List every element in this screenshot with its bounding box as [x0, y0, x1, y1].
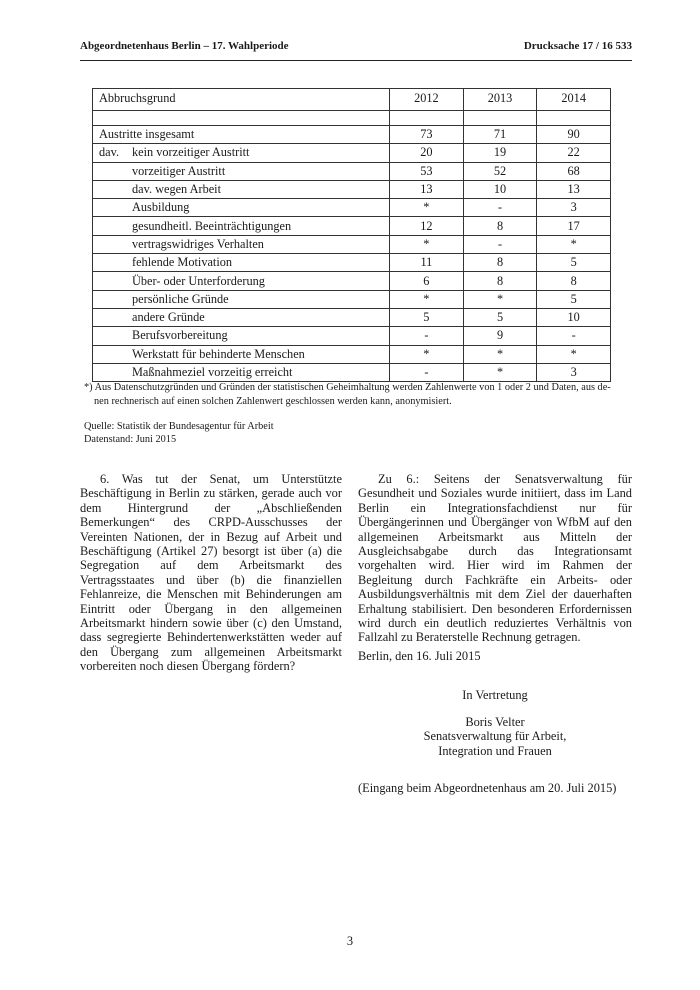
- value-cell: 13: [390, 180, 464, 198]
- header-document-number: Drucksache 17 / 16 533: [523, 40, 632, 52]
- table-spacer-row: [93, 111, 611, 126]
- reason-cell: [93, 162, 390, 180]
- reason-cell: [93, 217, 390, 235]
- place-date: Berlin, den 16. Juli 2015: [358, 649, 481, 663]
- signature-block: [395, 688, 595, 758]
- value-cell: *: [537, 345, 611, 363]
- table-row: [93, 126, 611, 144]
- reason-label: Ausbildung: [132, 200, 190, 215]
- value-cell: *: [390, 235, 464, 253]
- table-source: [84, 420, 274, 446]
- reason-cell: [93, 180, 390, 198]
- reason-label: Über- oder Unterforderung: [132, 273, 265, 288]
- answer-column: [358, 472, 632, 645]
- footnote-line: nen rechnerisch auf einen solchen Zahlenwert geschlossen werden kann, anonymisiert.: [94, 396, 452, 407]
- reason-label: vorzeitiger Austritt: [132, 163, 226, 178]
- reason-label: Werkstatt für behinderte Menschen: [132, 346, 305, 361]
- reason-label: Maßnahmeziel vorzeitig erreicht: [132, 365, 293, 379]
- reason-cell: [93, 235, 390, 253]
- reason-label: kein vorzeitiger Austritt: [132, 145, 250, 160]
- value-cell: 19: [463, 144, 537, 162]
- value-cell: *: [390, 199, 464, 217]
- table-row: [93, 162, 611, 180]
- page-number: 3: [346, 934, 354, 948]
- value-cell: 8: [537, 272, 611, 290]
- value-cell: 5: [390, 308, 464, 326]
- value-cell: 10: [537, 308, 611, 326]
- reason-label: persönliche Gründe: [132, 291, 229, 306]
- source-line: Datenstand: Juni 2015: [84, 434, 177, 445]
- value-cell: *: [463, 345, 537, 363]
- value-cell: 3: [537, 363, 611, 381]
- reason-cell: [93, 308, 390, 326]
- reason-cell: [93, 345, 390, 363]
- value-cell: *: [390, 290, 464, 308]
- value-cell: 73: [390, 126, 464, 144]
- reason-label: andere Gründe: [132, 310, 205, 325]
- value-cell: 68: [537, 162, 611, 180]
- table-row: [93, 272, 611, 290]
- reason-cell: [93, 327, 390, 345]
- table-body: [93, 126, 611, 382]
- value-cell: *: [537, 235, 611, 253]
- table-row: [93, 308, 611, 326]
- value-cell: 71: [463, 126, 537, 144]
- value-cell: 5: [463, 308, 537, 326]
- value-cell: 11: [390, 254, 464, 272]
- table-row: [93, 327, 611, 345]
- source-line: Quelle: Statistik der Bundesagentur für Arbeit: [84, 421, 274, 432]
- value-cell: 20: [390, 144, 464, 162]
- signatory-name: Boris Velter: [465, 714, 525, 729]
- value-cell: 52: [463, 162, 537, 180]
- table-row: [93, 199, 611, 217]
- table-header-cell: 2013: [463, 89, 537, 111]
- value-cell: 8: [463, 217, 537, 235]
- reason-cell: [93, 144, 390, 162]
- table-row: [93, 144, 611, 162]
- table-row: [93, 217, 611, 235]
- value-cell: 90: [537, 126, 611, 144]
- question-column: [80, 472, 342, 674]
- value-cell: 10: [463, 180, 537, 198]
- value-cell: -: [537, 327, 611, 345]
- header-left: Abgeordnetenhaus Berlin – 17. Wahlperiode: [80, 40, 289, 52]
- footnote-line: *) Aus Datenschutzgründen und Gründen der statistischen Geheimhaltung werden Zahlenwerte von 1 oder 2 und Daten, aus de-: [84, 382, 611, 393]
- value-cell: 12: [390, 217, 464, 235]
- receipt-note: (Eingang beim Abgeordnetenhaus am 20. Juli 2015): [358, 781, 617, 795]
- value-cell: -: [463, 199, 537, 217]
- table-row: [93, 345, 611, 363]
- value-cell: 22: [537, 144, 611, 162]
- value-cell: *: [463, 290, 537, 308]
- value-cell: -: [390, 327, 464, 345]
- reason-label: Berufsvorbereitung: [132, 328, 228, 343]
- reason-cell: [93, 199, 390, 217]
- table-row: [93, 235, 611, 253]
- table-header-cell: Abbruchsgrund: [93, 89, 390, 111]
- table-row: [93, 290, 611, 308]
- reason-cell: [93, 290, 390, 308]
- value-cell: -: [390, 363, 464, 381]
- table-footnote: [84, 381, 632, 409]
- answer-text: Zu 6.: Seitens der Senatsverwaltung für Gesundheit und Soziales wurde initiiert, dass im Land Berlin ein Integrationsfachdienst nur für Übergängerinnen und Übergänger von WfbM auf den allgemeinen Arbeitsmarkt aus Mitteln der Ausgleichsabgabe durch das Integrationsamt vorgehalten wird. Hier wird im Rahmen der Begleitung durch Fachkräfte ein Arbeits- oder Ausbildungsverhältnis mit dem Ziel der dauerhaften Erhaltung stabilisiert. Den besonderen Erfordernissen wird durch ein deutlich reduziertes Verhältnis von Fallzahl zu Beraterstelle Rechnung getragen.: [358, 472, 632, 645]
- value-cell: 8: [463, 272, 537, 290]
- table-header-cell: 2012: [390, 89, 464, 111]
- value-cell: -: [463, 235, 537, 253]
- value-cell: 9: [463, 327, 537, 345]
- reason-label: dav. wegen Arbeit: [132, 182, 222, 197]
- reason-prefix: dav.: [99, 145, 120, 160]
- signature-proxy: In Vertretung: [462, 688, 528, 702]
- reason-cell: [93, 272, 390, 290]
- table-header-row: [93, 89, 611, 111]
- value-cell: 5: [537, 254, 611, 272]
- reason-label: Austritte insgesamt: [99, 127, 195, 142]
- value-cell: 6: [390, 272, 464, 290]
- reason-cell: [93, 126, 390, 144]
- value-cell: 13: [537, 180, 611, 198]
- value-cell: *: [463, 363, 537, 381]
- table-row: [93, 363, 611, 381]
- value-cell: *: [390, 345, 464, 363]
- value-cell: 3: [537, 199, 611, 217]
- value-cell: 8: [463, 254, 537, 272]
- reason-label: gesundheitl. Beeinträchtigungen: [132, 218, 292, 233]
- termination-reasons-table: [92, 88, 611, 382]
- value-cell: 17: [537, 217, 611, 235]
- table-row: [93, 254, 611, 272]
- reason-label: fehlende Motivation: [132, 255, 233, 270]
- table-header-cell: 2014: [537, 89, 611, 111]
- reason-cell: [93, 363, 390, 381]
- reason-cell: [93, 254, 390, 272]
- reason-label: vertragswidriges Verhalten: [132, 236, 264, 251]
- table-row: [93, 180, 611, 198]
- signatory-office: Integration und Frauen: [438, 743, 552, 758]
- value-cell: 5: [537, 290, 611, 308]
- question-text: 6. Was tut der Senat, um Unterstützte Beschäftigung in Berlin zu stärken, gerade auch vor dem Hintergrund der „Abschließenden Bemerkungen“ des CRPD-Ausschusses der Vereinten Nationen, der in Bezug auf Arbeit und Beschäftigung (Artikel 27) besorgt ist über (a) die Segregation auf dem Arbeitsmarkt des Vertragsstaates und über (b) die finanziellen Fehlanreize, die Menschen mit Behinderungen am Eintritt oder Übergang in den allgemeinen Arbeitsmarkt hindern sowie über (c) den Umstand, dass segregierte Behindertenwerkstätten weder auf den Übergang zum allgemeinen Arbeitsmarkt vorbereiten noch diesen Übergang fördern?: [80, 472, 342, 674]
- page-header: [80, 40, 632, 60]
- header-rule: [80, 60, 632, 61]
- value-cell: 53: [390, 162, 464, 180]
- signatory-office: Senatsverwaltung für Arbeit,: [423, 729, 567, 743]
